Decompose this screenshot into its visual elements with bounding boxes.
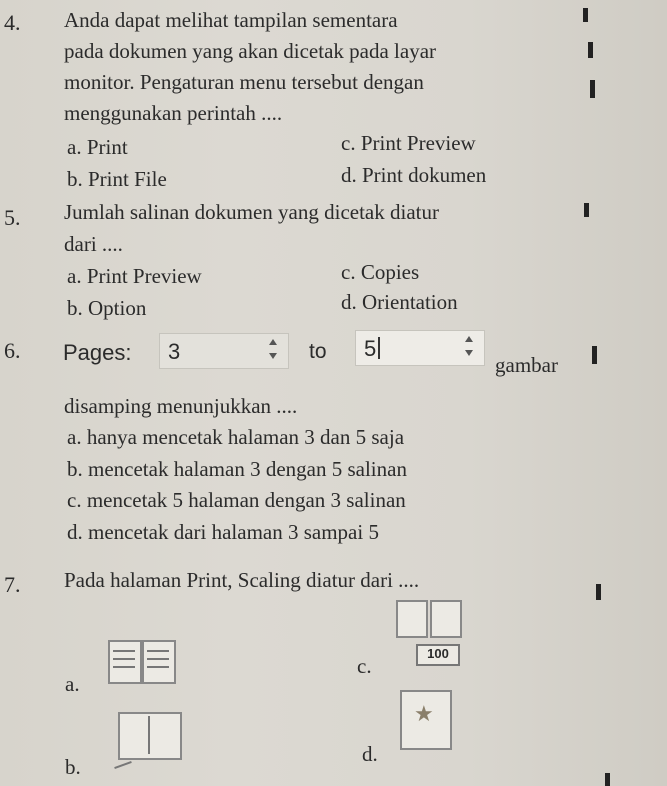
question-6-suffix: gambar	[495, 353, 558, 377]
question-6-number: 6.	[4, 338, 21, 363]
question-6-option-c: c. mencetak 5 halaman dengan 3 salinan	[67, 488, 406, 512]
question-4-option-c: c. Print Preview	[341, 131, 476, 155]
question-5-option-d: d. Orientation	[341, 290, 458, 314]
question-7-option-d-label: d.	[362, 742, 378, 766]
pages-to-spinner	[355, 330, 485, 366]
pages-label: Pages:	[63, 340, 132, 365]
scaling-fit-sheet-icon	[108, 634, 178, 686]
pages-from-spinner	[159, 333, 289, 369]
question-5-option-b: b. Option	[67, 296, 147, 320]
spinner-arrows-icon	[268, 339, 278, 363]
question-4-option-a: a. Print	[67, 135, 128, 159]
pages-to-value: 5	[364, 336, 377, 361]
question-7-option-a-label: a.	[65, 672, 80, 696]
text-caret	[378, 337, 380, 359]
question-4-option-b: b. Print File	[67, 167, 167, 191]
question-6-option-d: d. mencetak dari halaman 3 sampai 5	[67, 520, 379, 544]
question-7-option-b-label: b.	[65, 755, 81, 779]
pages-to-label: to	[309, 340, 327, 363]
scaling-custom-icon	[396, 686, 456, 754]
question-7-option-c-label: c.	[357, 654, 372, 678]
question-4-line-3: monitor. Pengaturan menu tersebut dengan	[64, 70, 424, 94]
question-5-option-a: a. Print Preview	[67, 264, 202, 288]
question-5-option-c: c. Copies	[341, 260, 420, 284]
question-5-number: 5.	[4, 205, 21, 230]
question-6-option-b: b. mencetak halaman 3 dengan 5 salinan	[67, 457, 407, 481]
scale-percent-value: 100	[416, 644, 460, 666]
spinner-arrows-icon	[464, 336, 474, 360]
question-4-number: 4.	[4, 10, 21, 35]
question-7-line: Pada halaman Print, Scaling diatur dari ....	[64, 568, 420, 592]
question-4-line-1: Anda dapat melihat tampilan sementara	[64, 8, 398, 32]
question-4-line-2: pada dokumen yang akan dicetak pada layar	[64, 39, 437, 63]
scaling-pages-icon	[114, 712, 184, 772]
question-4-line-4: menggunakan perintah ....	[64, 101, 283, 125]
question-6-option-a: a. hanya mencetak halaman 3 dan 5 saja	[67, 425, 405, 449]
scaling-percent-icon	[396, 596, 468, 668]
question-4-option-d: d. Print dokumen	[341, 163, 487, 187]
question-5-line-2: dari ....	[64, 232, 123, 256]
pages-from-value: 3	[168, 339, 181, 364]
question-7-number: 7.	[4, 572, 21, 597]
question-5-line-1: Jumlah salinan dokumen yang dicetak diatur	[64, 200, 439, 224]
star-icon: ★	[414, 702, 434, 727]
question-6-line-2: disamping menunjukkan ....	[64, 394, 298, 418]
